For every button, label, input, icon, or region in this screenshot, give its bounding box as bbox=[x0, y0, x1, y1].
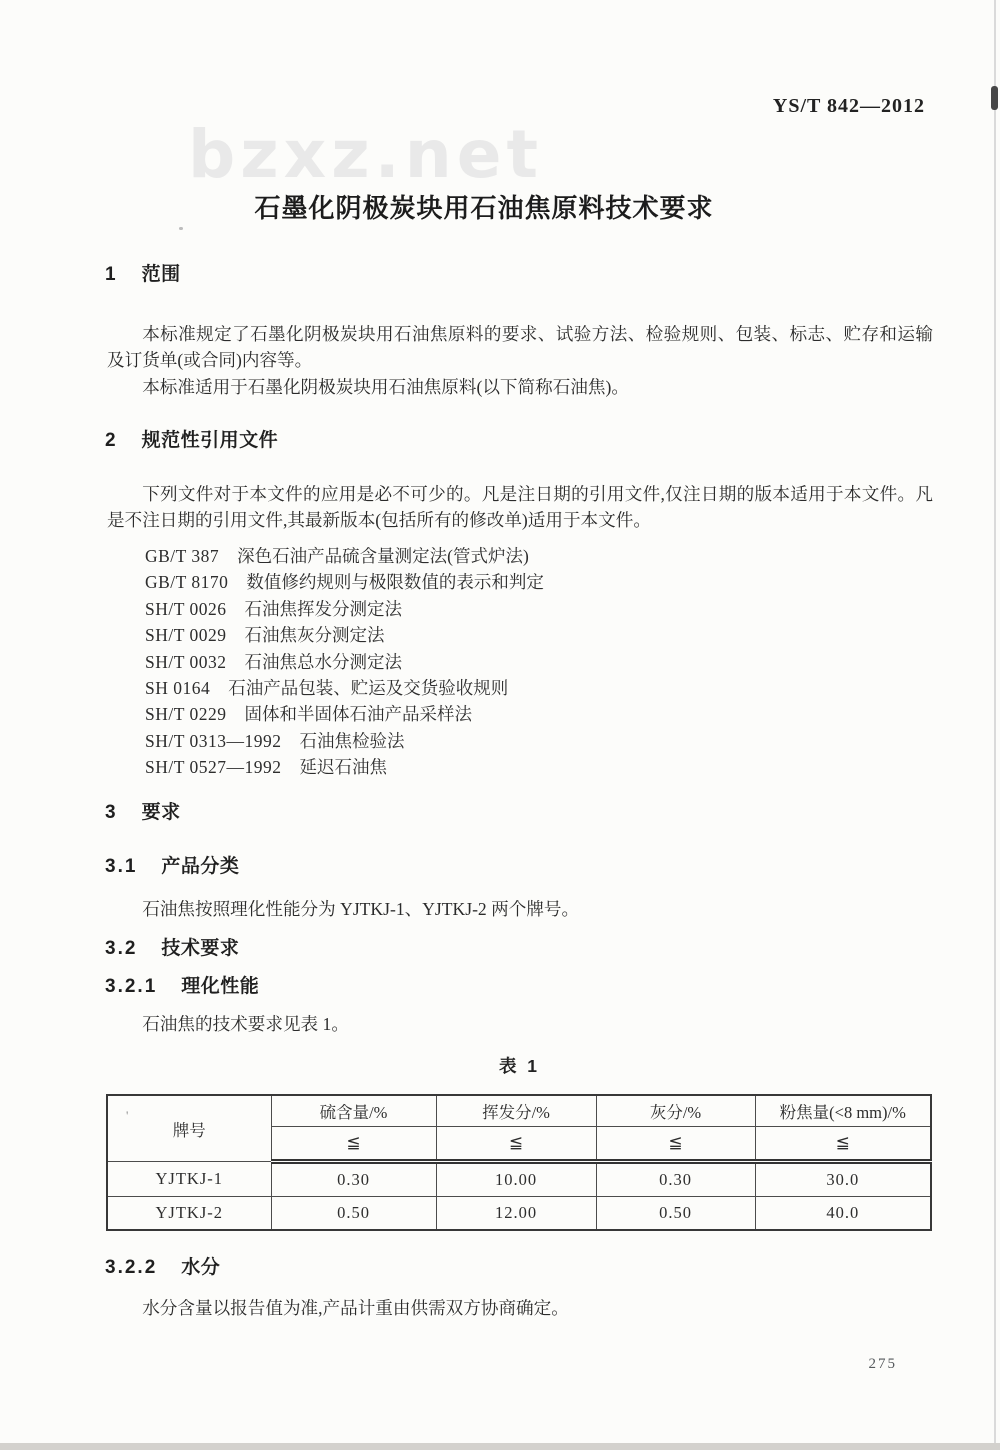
section-1-paragraph-1: 本标准规定了石墨化阴极炭块用石油焦原料的要求、试验方法、检验规则、包装、标志、贮存和运输及订货单(或合同)内容等。 bbox=[107, 324, 933, 370]
reference-code: SH/T 0026 bbox=[145, 598, 227, 619]
reference-item bbox=[107, 701, 933, 727]
section-title: 要求 bbox=[141, 802, 181, 823]
reference-item bbox=[107, 728, 933, 754]
limit-symbol: ≦ bbox=[755, 1127, 931, 1162]
cell-value: 12.00 bbox=[436, 1197, 596, 1231]
table-header-row bbox=[107, 1095, 931, 1127]
standard-code: YS/T 842—2012 bbox=[772, 95, 925, 117]
table-row bbox=[107, 1197, 931, 1231]
cell-value: 0.30 bbox=[271, 1162, 436, 1197]
reference-title: 延迟石油焦 bbox=[299, 757, 387, 778]
cell-value: 0.50 bbox=[596, 1197, 755, 1231]
reference-item bbox=[107, 622, 933, 648]
reference-item bbox=[107, 754, 933, 780]
cell-value: 40.0 bbox=[755, 1197, 931, 1231]
table-header-fines: 粉焦量(<8 mm)/% bbox=[755, 1095, 931, 1127]
section-title: 范围 bbox=[141, 264, 181, 285]
scan-edge-mark bbox=[991, 86, 998, 110]
section-number: 1 bbox=[105, 264, 118, 285]
section-number: 2 bbox=[105, 430, 118, 451]
section-3-2-1-heading bbox=[105, 976, 259, 998]
section-title: 规范性引用文件 bbox=[141, 430, 279, 451]
section-2-heading bbox=[105, 430, 278, 452]
reference-code: SH/T 0029 bbox=[145, 625, 227, 646]
table-row bbox=[107, 1162, 931, 1197]
section-title: 技术要求 bbox=[161, 938, 240, 959]
section-number: 3.2.1 bbox=[105, 976, 158, 997]
reference-code: SH 0164 bbox=[145, 678, 211, 699]
reference-item bbox=[107, 543, 933, 569]
reference-code: SH/T 0229 bbox=[145, 704, 227, 725]
reference-title: 深色石油产品硫含量测定法(管式炉法) bbox=[237, 546, 529, 566]
normative-references-list bbox=[107, 543, 933, 781]
reference-title: 固体和半固体石油产品采样法 bbox=[244, 704, 472, 725]
scan-bottom-strip bbox=[0, 1443, 1000, 1450]
table-header-sulfur: 硫含量/% bbox=[271, 1095, 436, 1127]
reference-title: 石油焦挥发分测定法 bbox=[244, 598, 402, 619]
reference-code: GB/T 387 bbox=[145, 546, 220, 566]
reference-item bbox=[107, 569, 933, 595]
reference-title: 数值修约规则与极限数值的表示和判定 bbox=[246, 572, 544, 593]
reference-title: 石油产品包装、贮运及交货验收规则 bbox=[228, 678, 509, 699]
section-3-heading bbox=[105, 802, 181, 824]
cell-value: 10.00 bbox=[436, 1162, 596, 1197]
brand-name: YJTKJ-2 bbox=[107, 1197, 271, 1231]
cell-value: 0.30 bbox=[596, 1162, 755, 1197]
page-number: 275 bbox=[868, 1356, 897, 1372]
section-1-heading bbox=[105, 264, 181, 286]
reference-item bbox=[107, 675, 933, 701]
reference-title: 石油焦灰分测定法 bbox=[244, 625, 385, 646]
watermark: bzxz.net bbox=[188, 116, 544, 193]
section-3-2-2-heading bbox=[105, 1257, 220, 1279]
section-3-2-1-paragraph: 石油焦的技术要求见表 1。 bbox=[142, 1014, 349, 1034]
section-title: 水分 bbox=[181, 1257, 221, 1278]
reference-title: 石油焦检验法 bbox=[299, 730, 405, 751]
reference-item bbox=[107, 649, 933, 675]
table-header-brand bbox=[107, 1095, 271, 1162]
brand-header-label: 牌号 bbox=[172, 1120, 206, 1140]
section-number: 3.2.2 bbox=[105, 1257, 158, 1278]
cell-value: 30.0 bbox=[755, 1162, 931, 1197]
section-number: 3.1 bbox=[105, 856, 138, 877]
table-header-volatile: 挥发分/% bbox=[436, 1095, 596, 1127]
brand-name: YJTKJ-1 bbox=[107, 1162, 271, 1197]
scan-speck bbox=[179, 227, 183, 230]
reference-code: SH/T 0313—1992 bbox=[145, 730, 282, 751]
scan-edge-line bbox=[994, 0, 996, 1450]
table-1 bbox=[106, 1094, 932, 1231]
section-number: 3.2 bbox=[105, 938, 138, 959]
section-number: 3 bbox=[105, 802, 118, 823]
section-title: 产品分类 bbox=[161, 856, 240, 877]
section-3-1-paragraph: 石油焦按照理化性能分为 YJTKJ-1、YJTKJ-2 两个牌号。 bbox=[142, 899, 580, 919]
section-3-2-2-paragraph: 水分含量以报告值为准,产品计重由供需双方协商确定。 bbox=[142, 1298, 569, 1318]
stray-mark: ' bbox=[126, 1108, 129, 1123]
section-3-2-heading bbox=[105, 938, 239, 960]
table-header-ash: 灰分/% bbox=[596, 1095, 755, 1127]
limit-symbol: ≦ bbox=[436, 1127, 596, 1162]
section-1-paragraph-2: 本标准适用于石墨化阴极炭块用石油焦原料(以下简称石油焦)。 bbox=[142, 377, 629, 397]
section-3-1-heading bbox=[105, 856, 239, 878]
section-title: 理化性能 bbox=[181, 976, 260, 997]
reference-code: SH/T 0032 bbox=[145, 651, 227, 672]
table-1-caption: 表 1 bbox=[498, 1056, 538, 1076]
reference-title: 石油焦总水分测定法 bbox=[244, 651, 402, 672]
reference-item bbox=[107, 596, 933, 622]
document-title: 石墨化阴极炭块用石油焦原料技术要求 bbox=[254, 193, 714, 223]
reference-code: SH/T 0527—1992 bbox=[145, 757, 282, 778]
reference-code: GB/T 8170 bbox=[145, 572, 229, 593]
cell-value: 0.50 bbox=[271, 1197, 436, 1231]
limit-symbol: ≦ bbox=[596, 1127, 755, 1162]
limit-symbol: ≦ bbox=[271, 1127, 436, 1162]
section-2-paragraph-1: 下列文件对于本文件的应用是必不可少的。凡是注日期的引用文件,仅注日期的版本适用于本文件。凡是不注日期的引用文件,其最新版本(包括所有的修改单)适用于本文件。 bbox=[107, 484, 933, 530]
